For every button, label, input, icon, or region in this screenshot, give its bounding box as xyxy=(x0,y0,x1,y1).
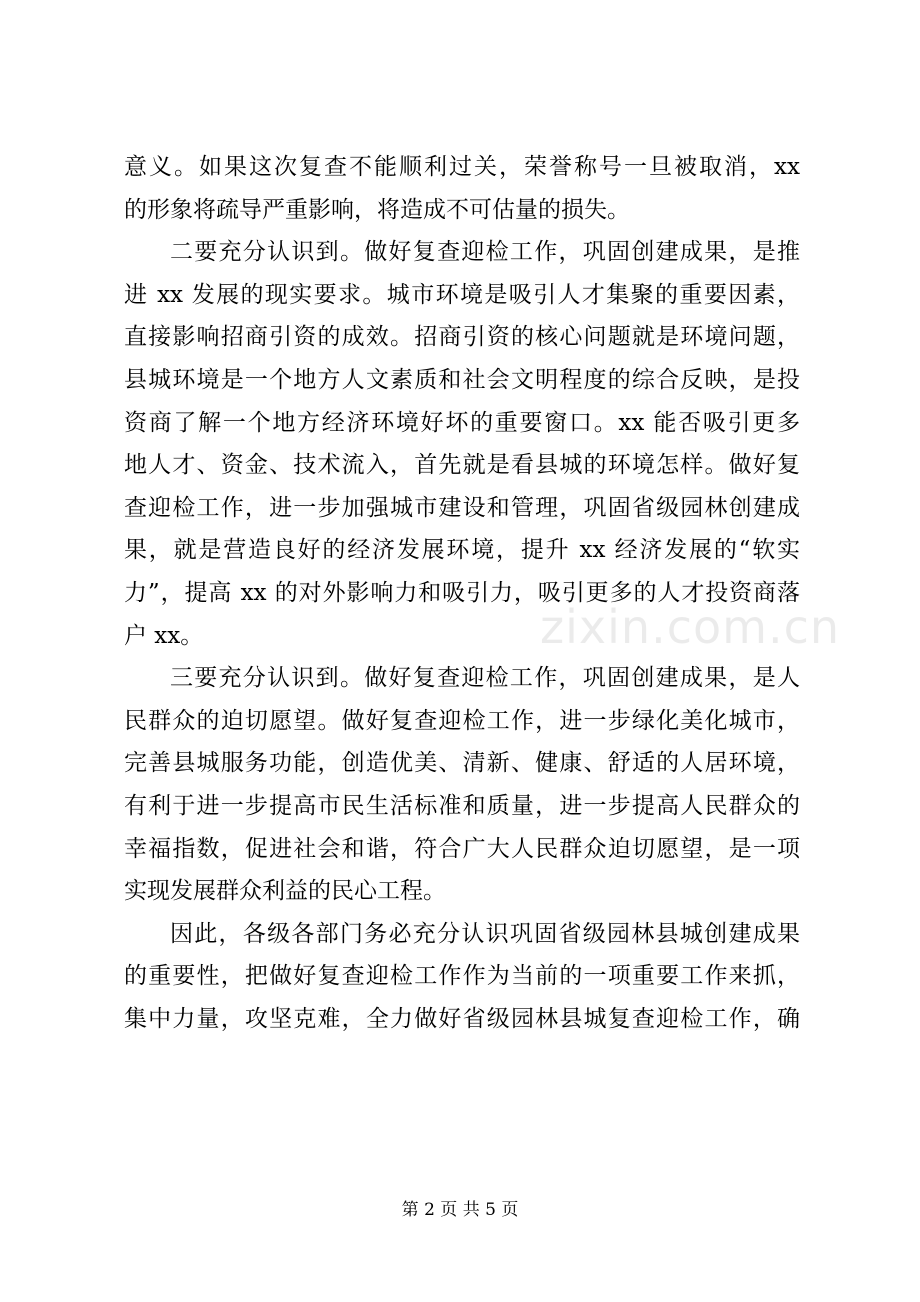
text-line: 意义。如果这次复查不能顺利过关，荣誉称号一旦被取消，xx xyxy=(124,154,800,180)
watermark: zixin.com.cn xyxy=(540,600,841,654)
text-line: 直接影响招商引资的成效。招商引资的核心问题就是环境问题， xyxy=(124,324,800,351)
text-line: 进 xx 发展的现实要求。城市环境是吸引人才集聚的重要因素， xyxy=(124,281,800,308)
text-line: 果，就是营造良好的经济发展环境，提升 xx 经济发展的“软实 xyxy=(124,537,800,564)
text-line: 因此，各级各部门务必充分认识巩固省级园林县城创建成果 xyxy=(170,920,800,947)
text-line: 力”，提高 xx 的对外影响力和吸引力，吸引更多的人才投资商落 xyxy=(124,579,800,606)
text-line: 地人才、资金、技术流入，首先就是看县城的环境怎样。做好复 xyxy=(124,452,800,479)
page-number-footer: 第 2 页 共 5 页 xyxy=(401,1200,519,1220)
text-line: 三要充分认识到。做好复查迎检工作，巩固创建成果，是人 xyxy=(170,665,800,692)
text-line: 幸福指数，促进社会和谐，符合广大人民群众迫切愿望，是一项 xyxy=(124,835,800,862)
text-line: 户 xx。 xyxy=(124,622,204,649)
text-line: 资商了解一个地方经济环境好坏的重要窗口。xx 能否吸引更多 xyxy=(124,409,800,436)
text-line: 实现发展群众利益的民心工程。 xyxy=(124,878,446,905)
text-line: 的形象将疏导严重影响，将造成不可估量的损失。 xyxy=(124,196,630,223)
text-line: 有利于进一步提高市民生活标准和质量，进一步提高人民群众的 xyxy=(124,792,800,819)
document-body xyxy=(124,146,800,1040)
text-line: 的重要性，把做好复查迎检工作作为当前的一项重要工作来抓， xyxy=(124,963,800,990)
text-line: 完善县城服务功能，创造优美、清新、健康、舒适的人居环境， xyxy=(124,750,800,777)
text-line: 县城环境是一个地方人文素质和社会文明程度的综合反映，是投 xyxy=(124,366,800,393)
text-line: 二要充分认识到。做好复查迎检工作，巩固创建成果，是推 xyxy=(170,239,800,266)
text-line: 查迎检工作，进一步加强城市建设和管理，巩固省级园林创建成 xyxy=(124,494,800,521)
text-line: 民群众的迫切愿望。做好复查迎检工作，进一步绿化美化城市， xyxy=(124,707,800,734)
text-line: 集中力量，攻坚克难，全力做好省级园林县城复查迎检工作，确 xyxy=(124,1005,800,1032)
